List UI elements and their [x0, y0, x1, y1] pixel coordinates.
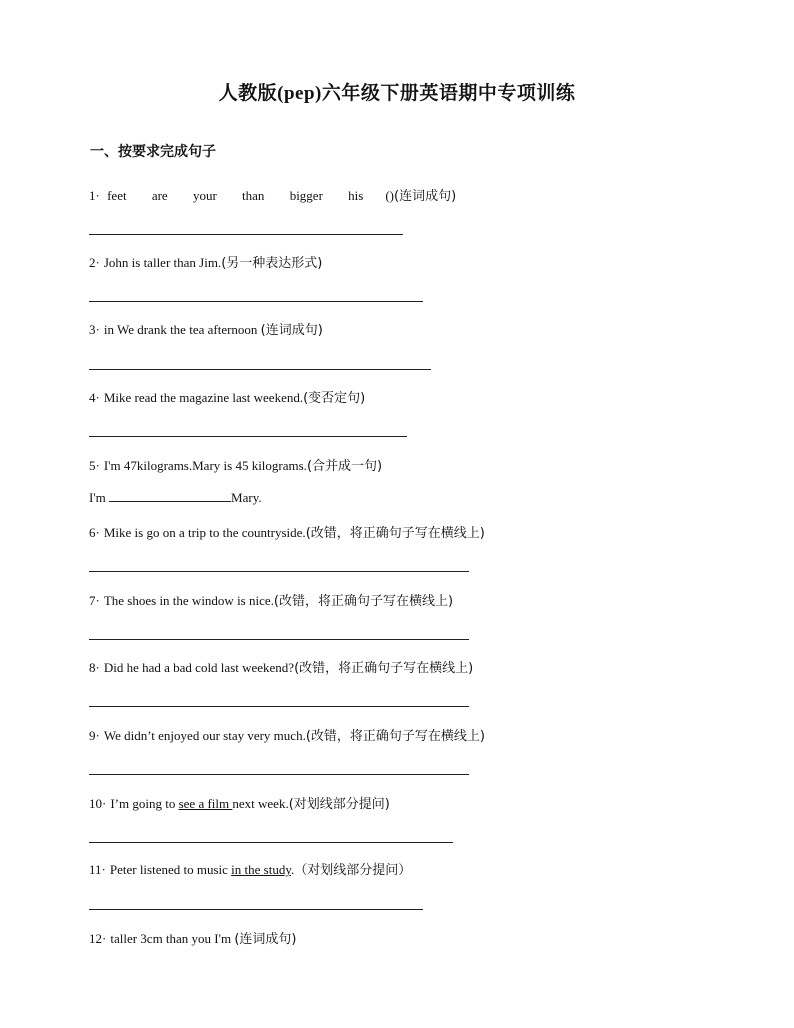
- instruction: (对划线部分提问): [288, 797, 390, 812]
- question-text: taller 3cm than you I'm: [110, 931, 232, 946]
- question-number: 7·: [89, 593, 100, 608]
- question-text: Did he had a bad cold last weekend?: [103, 660, 295, 675]
- instruction: (改错，将正确句子写在横线上): [273, 594, 454, 609]
- word: feet: [107, 188, 127, 203]
- answer-line[interactable]: [89, 234, 403, 235]
- question-text-end: .: [291, 862, 295, 877]
- word: are: [151, 188, 168, 203]
- question-number: 1·: [89, 188, 100, 203]
- question-number: 10·: [89, 796, 107, 811]
- question-9: [89, 725, 485, 744]
- question-text: The shoes in the window is nice.: [103, 593, 274, 608]
- question-3: [89, 319, 323, 338]
- question-text-end: next week.: [232, 796, 289, 811]
- question-number: 12·: [89, 931, 107, 946]
- question-text: I’m going to: [110, 796, 179, 811]
- instruction: (另一种表达形式): [221, 256, 323, 271]
- question-text: We didn’t enjoyed our stay very much.: [103, 728, 306, 743]
- worksheet-title: 人教版(pep)六年级下册英语期中专项训练: [218, 83, 576, 104]
- question-12: [89, 928, 297, 947]
- word: bigger: [289, 188, 323, 203]
- question-text: in We drank the tea afternoon: [103, 322, 258, 337]
- question-2: [89, 252, 322, 271]
- question-1: [89, 185, 456, 204]
- instruction: (改错，将正确句子写在横线上): [305, 729, 485, 744]
- question-number: 9·: [89, 728, 100, 743]
- answer-line[interactable]: [89, 436, 407, 437]
- answer-line[interactable]: [89, 909, 423, 910]
- answer-line[interactable]: [89, 706, 469, 707]
- instruction: (合并成一句): [306, 459, 383, 474]
- answer-prefix: I'm: [89, 490, 106, 505]
- underlined-phrase: see a film: [178, 796, 233, 811]
- underlined-phrase: in the study: [231, 862, 291, 877]
- question-7: [89, 590, 453, 609]
- instruction: (改错，将正确句子写在横线上): [294, 661, 474, 676]
- paren: (): [385, 188, 394, 203]
- question-number: 5·: [89, 458, 100, 473]
- question-number: 3·: [89, 322, 100, 337]
- question-number: 8·: [89, 660, 100, 675]
- instruction: (变否定句): [303, 391, 366, 406]
- answer-line[interactable]: [89, 571, 469, 572]
- question-number: 6·: [89, 525, 100, 540]
- question-text: John is taller than Jim.: [103, 255, 222, 270]
- instruction: （对划线部分提问）: [294, 863, 412, 878]
- answer-line[interactable]: [89, 842, 453, 843]
- question-5: [89, 455, 382, 474]
- answer-frame: [89, 489, 262, 506]
- instruction: (连词成句): [260, 323, 323, 338]
- answer-line[interactable]: [89, 639, 469, 640]
- word: than: [242, 188, 265, 203]
- answer-line[interactable]: [89, 774, 469, 775]
- question-text: I'm 47kilograms.Mary is 45 kilograms.: [103, 458, 307, 473]
- answer-line[interactable]: [89, 301, 423, 302]
- word: your: [192, 188, 217, 203]
- section-heading: 一、按要求完成句子: [90, 144, 216, 160]
- question-10: [89, 793, 390, 812]
- question-text: Mike is go on a trip to the countryside.: [103, 525, 306, 540]
- question-11: [89, 859, 411, 878]
- question-number: 2·: [89, 255, 100, 270]
- instruction: (连词成句): [394, 189, 457, 204]
- answer-blank[interactable]: [109, 489, 231, 502]
- question-4: [89, 387, 365, 406]
- answer-line[interactable]: [89, 369, 431, 370]
- word: his: [348, 188, 364, 203]
- question-text: Mike read the magazine last weekend.: [103, 390, 304, 405]
- question-number: 11·: [89, 862, 106, 877]
- answer-suffix: Mary.: [231, 490, 262, 505]
- question-number: 4·: [89, 390, 100, 405]
- instruction: (连词成句): [234, 932, 297, 947]
- question-text: Peter listened to music: [109, 862, 232, 877]
- instruction: (改错，将正确句子写在横线上): [305, 526, 485, 541]
- question-8: [89, 657, 473, 676]
- question-6: [89, 522, 485, 541]
